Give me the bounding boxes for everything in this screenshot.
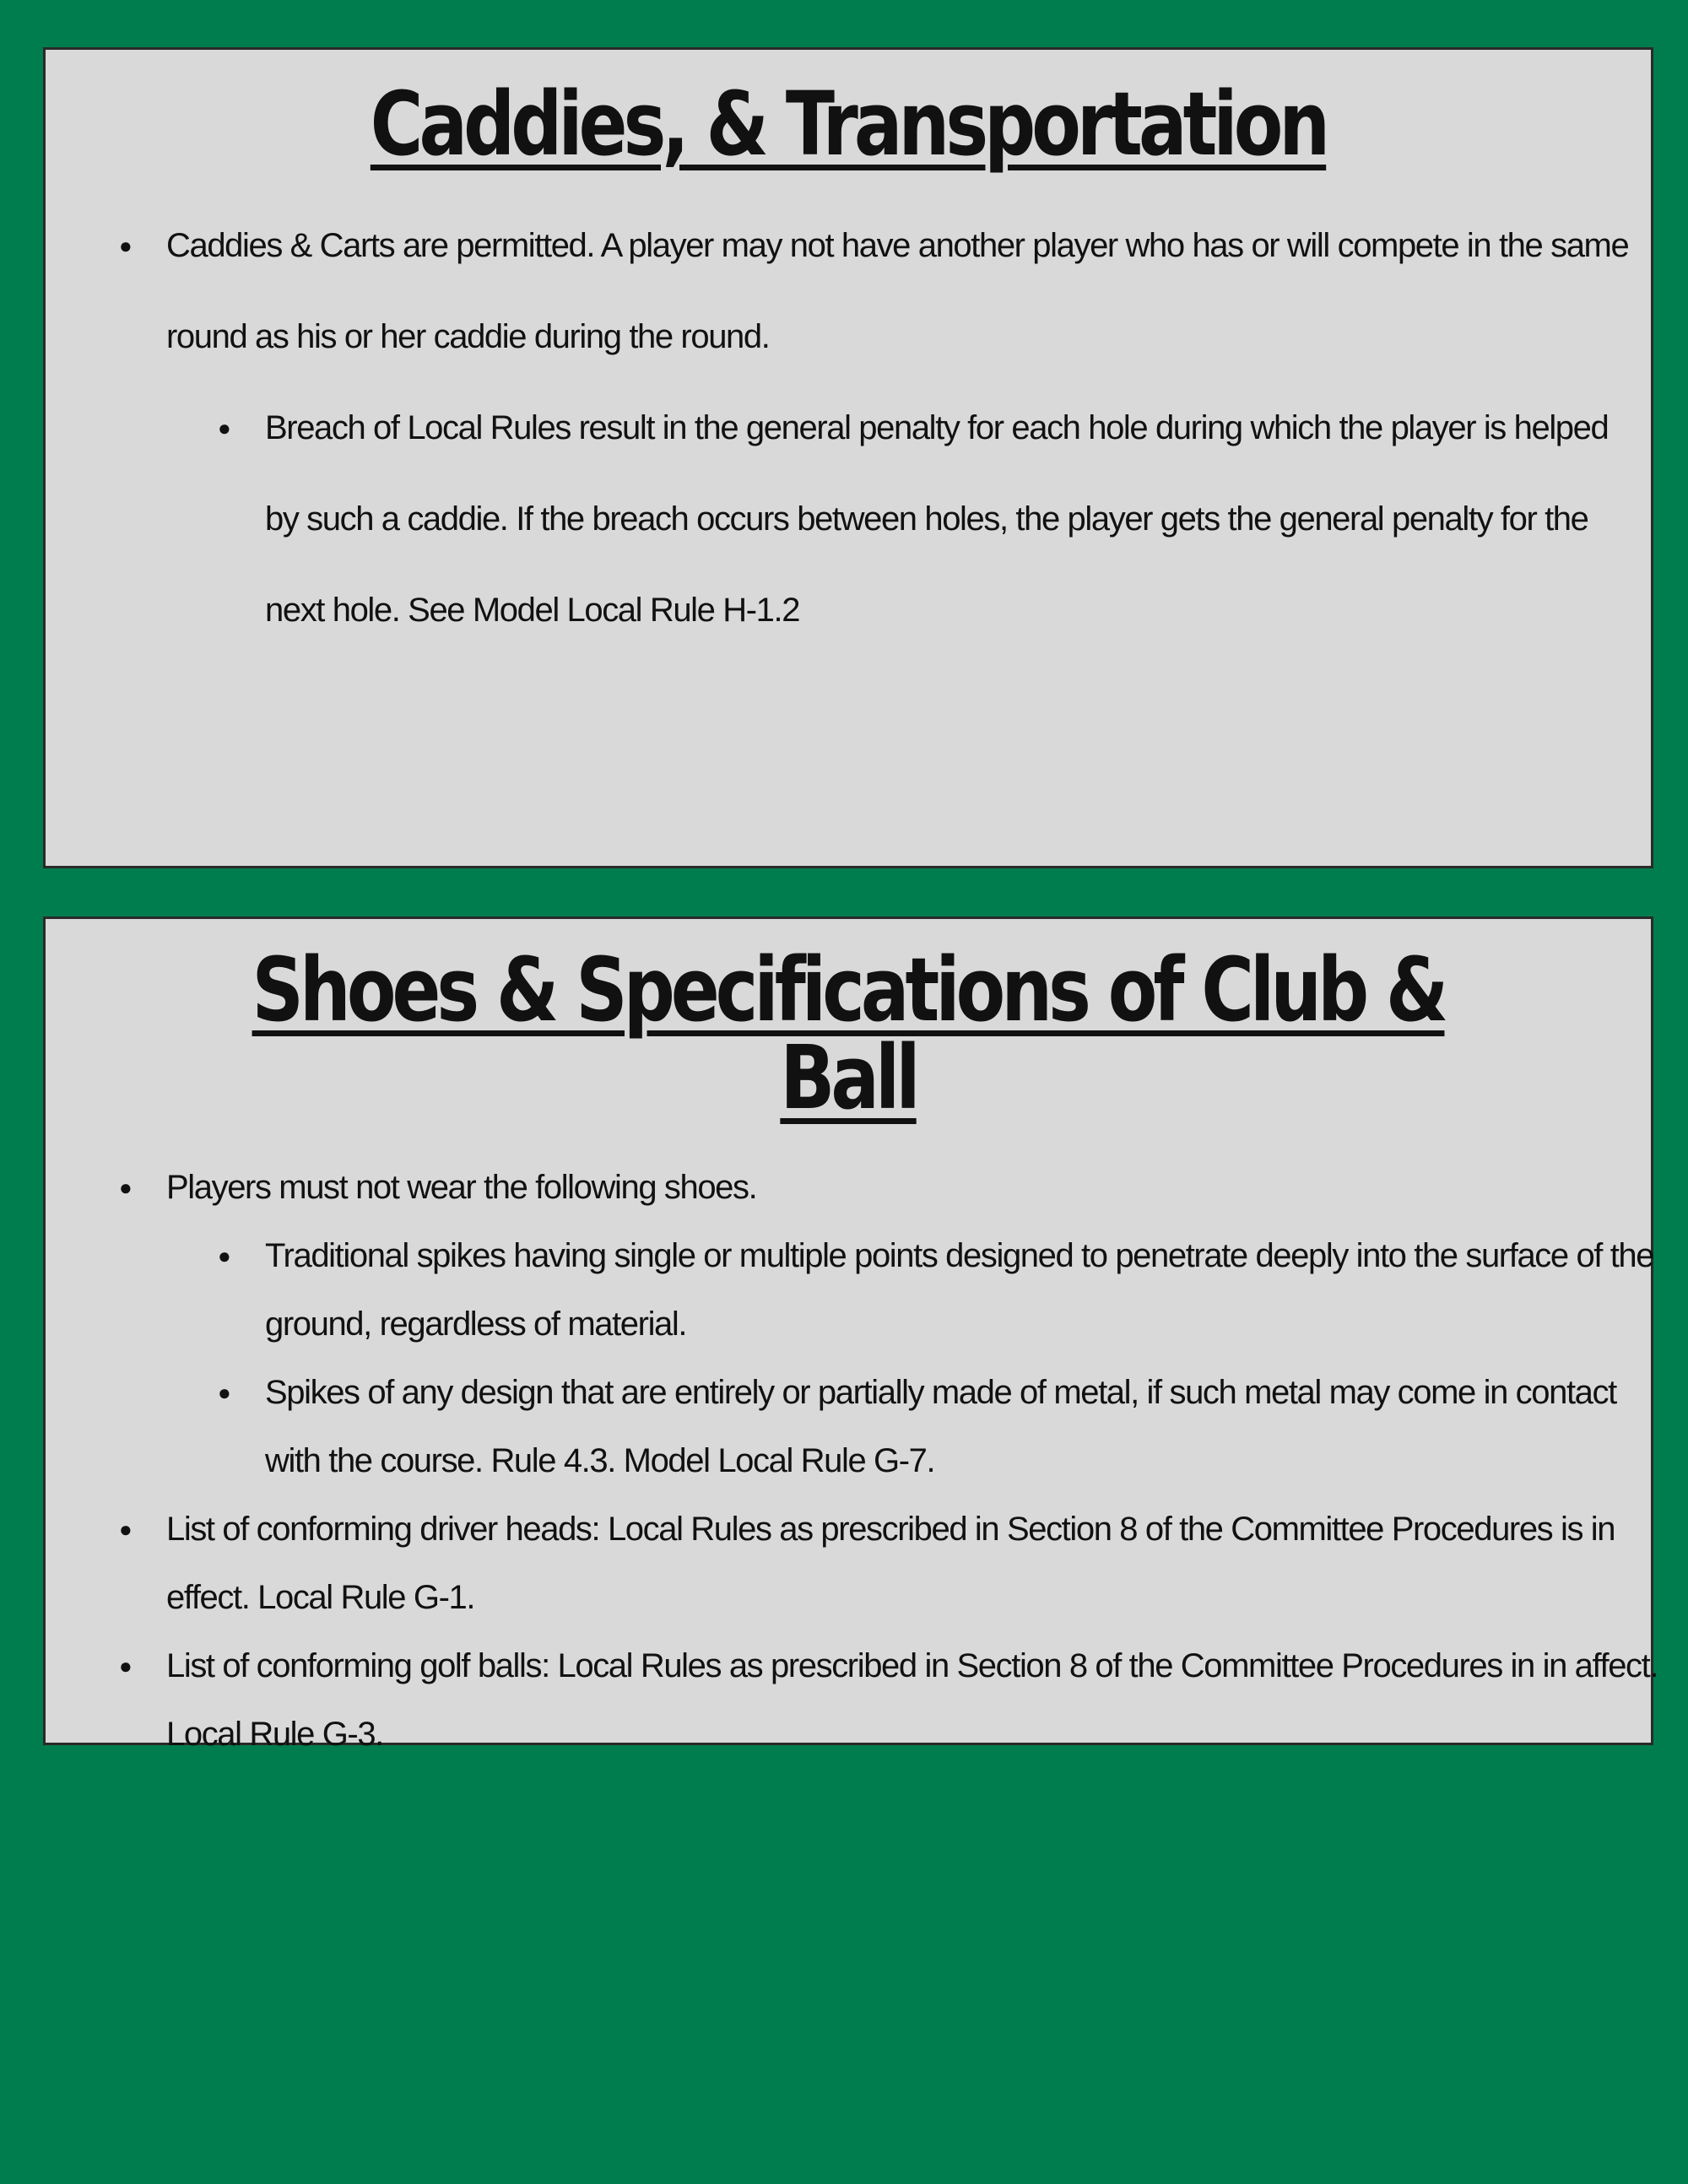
list-item bbox=[218, 1359, 1658, 1495]
rule-text: List of conforming golf balls: Local Rules as prescribed in Section 8 of the Committee Procedures in in affect. Local Rule G-3. bbox=[166, 1647, 1658, 1753]
sub-rules-list bbox=[218, 382, 1649, 656]
rule-text: Caddies & Carts are permitted. A player may not have another player who has or will compete in the same round as his or her caddie during the round. bbox=[166, 227, 1629, 355]
bullet-icon: ● bbox=[119, 233, 132, 258]
rules-list bbox=[119, 1154, 1660, 1769]
list-item bbox=[218, 382, 1649, 656]
shoes-specifications-panel bbox=[43, 916, 1658, 1753]
sub-rule-text: Breach of Local Rules result in the general penalty for each hole during which the player is helped by such a caddie. If the breach occurs between holes, the player gets the general penalty for the next hole. See Model Local Rule H-1.2 bbox=[265, 409, 1609, 629]
rules-list bbox=[119, 200, 1652, 656]
bullet-icon: ● bbox=[119, 1653, 132, 1679]
caddies-transportation-panel bbox=[43, 47, 1653, 868]
bullet-icon: ● bbox=[218, 415, 230, 441]
list-item bbox=[218, 1222, 1658, 1359]
bullet-icon: ● bbox=[119, 1175, 132, 1200]
section-title: Caddies, & Transportation bbox=[370, 73, 1327, 176]
bullet-icon: ● bbox=[119, 1516, 132, 1542]
sub-rules-list bbox=[218, 1222, 1658, 1495]
rule-text: List of conforming driver heads: Local Rules as prescribed in Section 8 of the Committee Procedures is in effect. Local Rule G-1. bbox=[166, 1511, 1615, 1616]
list-item bbox=[119, 1154, 1660, 1495]
bullet-icon: ● bbox=[218, 1243, 230, 1268]
sub-rule-text: Spikes of any design that are entirely or partially made of metal, if such metal may come in contact with the course. Rule 4.3. Model Local Rule G-7. bbox=[265, 1374, 1616, 1479]
rule-text: Players must not wear the following shoes. bbox=[166, 1169, 757, 1206]
bullet-icon: ● bbox=[218, 1380, 230, 1405]
list-item bbox=[119, 1632, 1660, 1769]
list-item bbox=[119, 200, 1652, 656]
section-title: Shoes & Specifications of Club & Ball bbox=[252, 938, 1445, 1129]
list-item bbox=[119, 1495, 1660, 1632]
sub-rule-text: Traditional spikes having single or multiple points designed to penetrate deeply into the surface of the ground, regardless of material. bbox=[265, 1237, 1654, 1343]
